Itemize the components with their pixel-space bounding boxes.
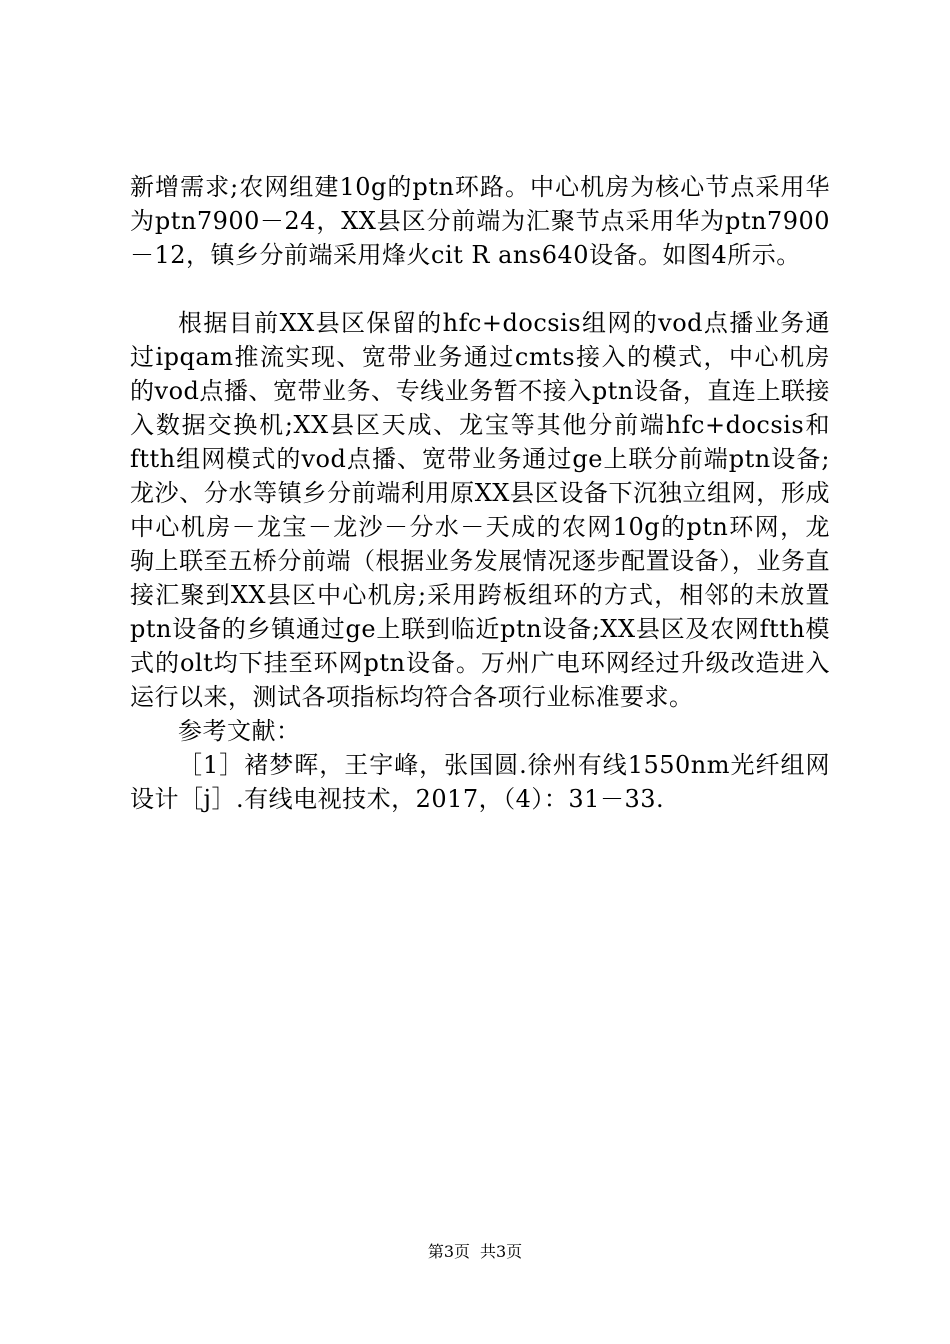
paragraph-continuation: 新增需求;农网组建10g的ptn环路。中心机房为核心节点采用华为ptn7900－24，XX县区分前端为汇聚节点采用华为ptn7900－12，镇乡分前端采用烽火cit R ans640设备。如图4所示。 [130, 173, 830, 269]
paragraph-main: 根据目前XX县区保留的hfc+docsis组网的vod点播业务通过ipqam推流实现、宽带业务通过cmts接入的模式，中心机房的vod点播、宽带业务、专线业务暂不接入ptn设备，直连上联接入数据交换机;XX县区天成、龙宝等其他分前端hfc+docsis和ftth组网模式的vod点播、宽带业务通过ge上联分前端ptn设备;龙沙、分水等镇乡分前端利用原XX县区设备下沉独立组网，形成中心机房－龙宝－龙沙－分水－天成的农网10g的ptn环网，龙驹上联至五桥分前端（根据业务发展情况逐步配置设备），业务直接汇聚到XX县区中心机房;采用跨板组环的方式，相邻的未放置ptn设备的乡镇通过ge上联到临近ptn设备;XX县区及农网ftth模式的olt均下挂至环网ptn设备。万州广电环网经过升级改造进入运行以来，测试各项指标均符合各项行业标准要求。 [130, 309, 830, 711]
document-body [130, 170, 830, 816]
page-number: 第3页 [427, 1242, 470, 1261]
page-total: 共3页 [480, 1242, 523, 1261]
page-footer [0, 1242, 950, 1262]
references-heading: 参考文献： [178, 717, 301, 745]
reference-item: ［1］褚梦晖，王宇峰，张国圆.徐州有线1550nm光纤组网设计［j］.有线电视技术，2017，（4）：31－33. [130, 751, 830, 813]
paragraph-spacer [130, 272, 830, 306]
